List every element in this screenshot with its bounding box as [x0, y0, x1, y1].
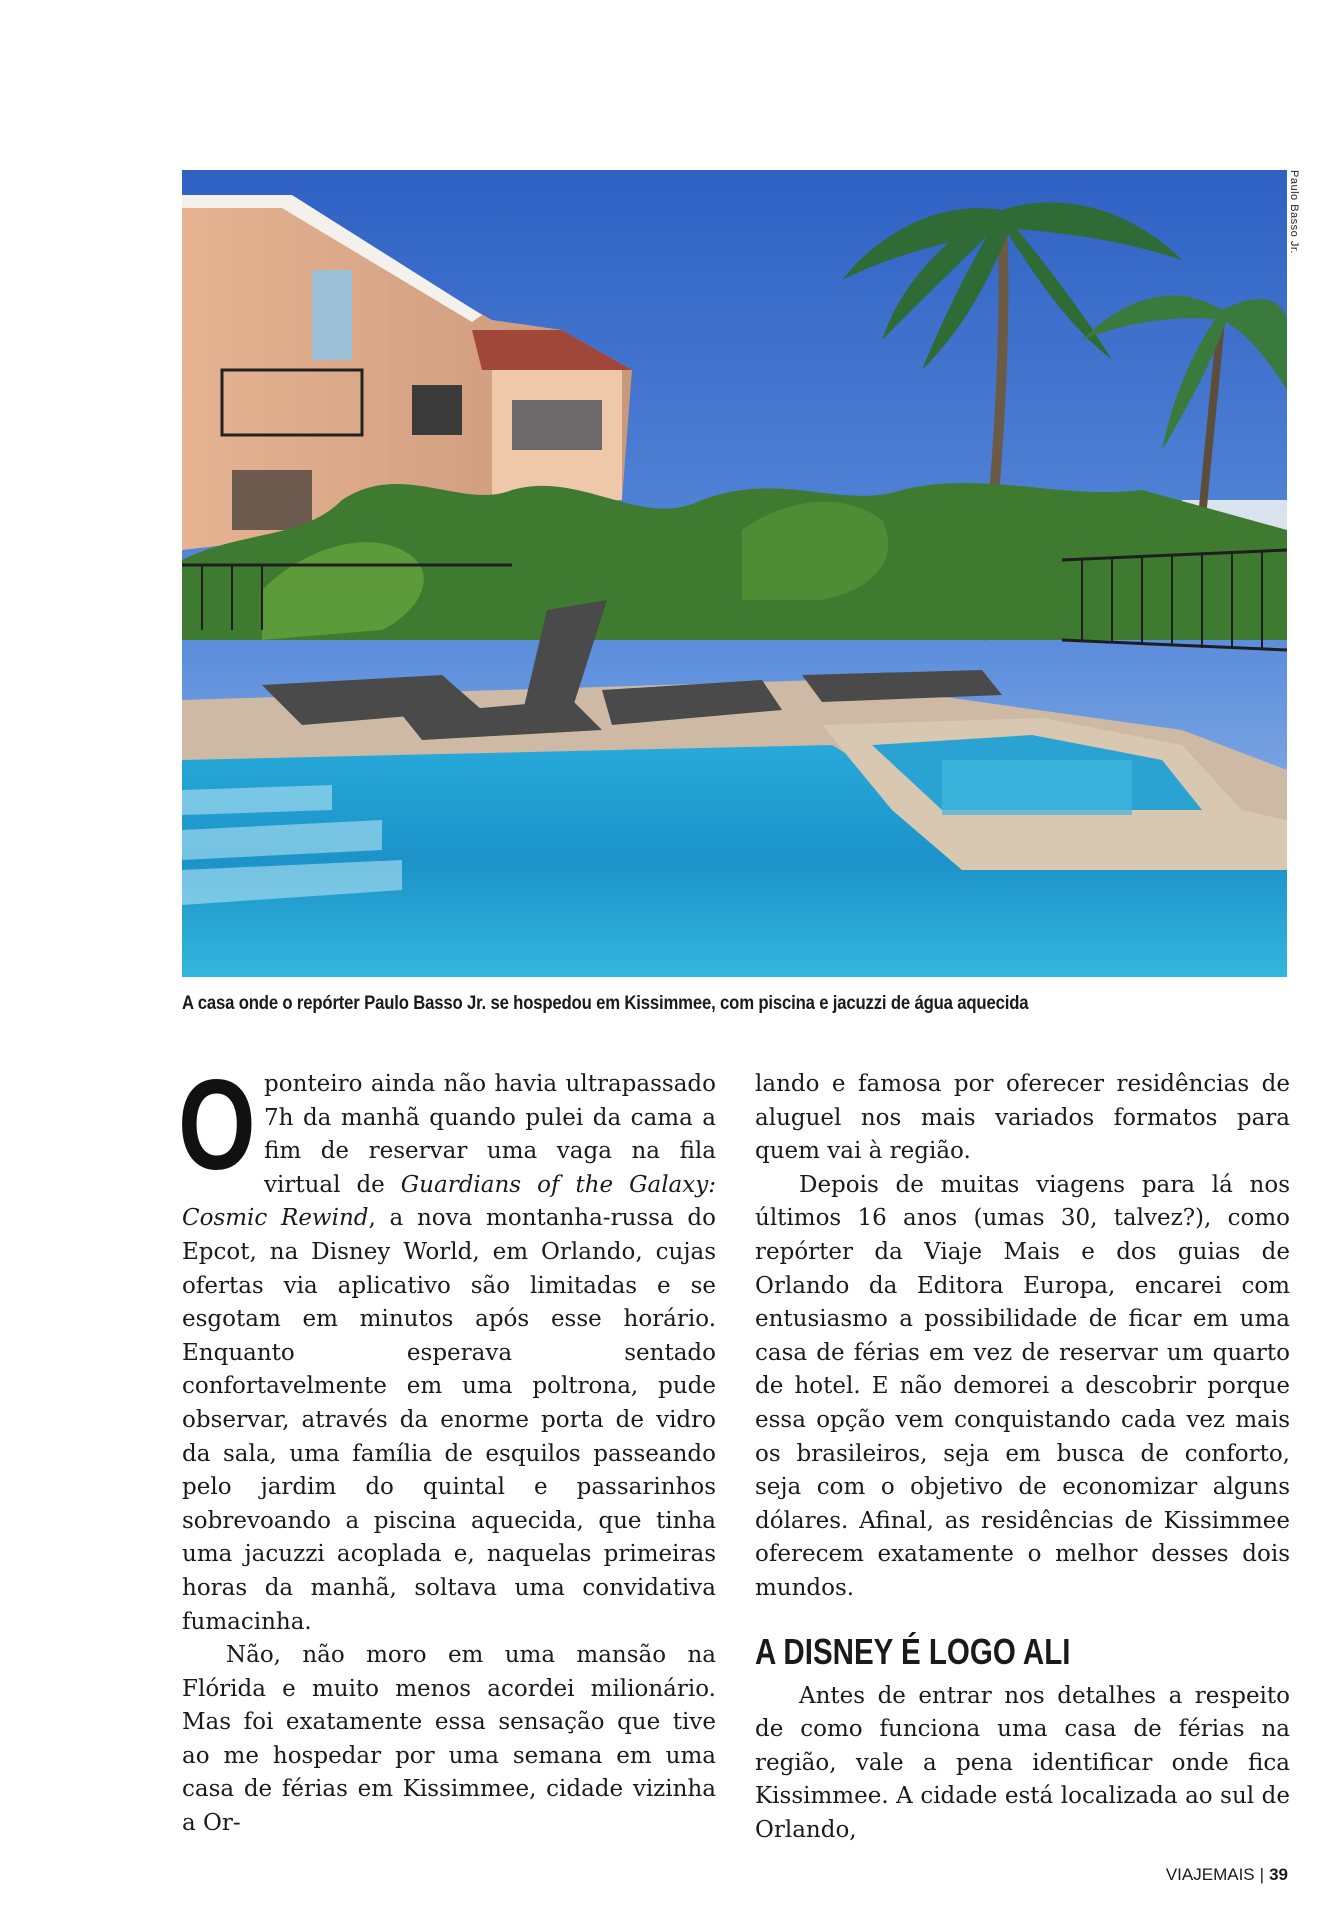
folio-separator: |: [1259, 1865, 1265, 1884]
page-number: 39: [1269, 1865, 1288, 1884]
magazine-name: VIAJEMAIS: [1165, 1865, 1255, 1884]
article-paragraph-2: Não, não moro em uma mansão na Flórida e muito menos acordei milionário. Mas foi exatamente essa sensação que tive ao me hospedar por uma semana em uma casa de férias em Kissimmee, cidade vizinha a Or-: [182, 1642, 716, 1837]
drop-cap: O: [178, 1054, 256, 1197]
section-subhead: A DISNEY É LOGO ALI: [755, 1630, 1071, 1672]
paragraph-1-end: , a nova montanha-russa do Epcot, na Disney World, em Orlando, cujas ofertas via aplicativo são limitadas e se esgotam em minutos após esse horário. Enquanto esperava sentado confortavelmente em uma poltrona, pude observar, através da enorme porta de vidro da sala, uma família de esquilos passeando pelo jardim do quintal e passarinhos sobrevoando a piscina aquecida, que tinha uma jacuzzi acoplada e, naquelas primeiras horas da manhã, soltava uma convidativa fumacinha.: [182, 1205, 716, 1635]
article-paragraph-2-continued: lando e famosa por oferecer residências de aluguel nos mais variados formatos para quem vai à região.: [755, 1071, 1290, 1165]
article-paragraph-4: Antes de entrar nos detalhes a respeito de como funciona uma casa de férias na região, vale a pena identificar onde fica Kissimmee. A cidade está localizada ao sul de Orlando,: [755, 1682, 1290, 1843]
article-paragraph-1: [178, 1054, 716, 1639]
article-column-right: [755, 1068, 1290, 1847]
photo-credit: Paulo Basso Jr.: [1288, 170, 1300, 254]
page-folio: [1166, 1865, 1288, 1885]
house-pool-photo: [182, 170, 1287, 977]
attraction-title: Guardians of the Galaxy: Cosmic Rewind: [182, 1171, 716, 1232]
photo-caption: A casa onde o repórter Paulo Basso Jr. se hospedou em Kissimmee, com piscina e jacuzzi de água aquecida: [182, 993, 1029, 1014]
article-column-left: [178, 1054, 716, 1841]
paragraph-1-text: ponteiro ainda não havia ultrapassado 7h da manhã quando pulei da cama a fim de reservar uma vaga na fila virtual de: [264, 1071, 716, 1198]
article-paragraph-3: Depois de muitas viagens para lá nos últimos 16 anos (umas 30, talvez?), como repórter da Viaje Mais e dos guias de Orlando da Editora Europa, encarei com entusiasmo a possibilidade de ficar em uma casa de férias em vez de reservar um quarto de hotel. E não demorei a descobrir porque essa opção vem conquistando cada vez mais os brasileiros, seja em busca de conforto, seja com o objetivo de economizar alguns dólares. Afinal, as residências de Kissimmee oferecem exatamente o melhor desses dois mundos.: [755, 1171, 1290, 1601]
